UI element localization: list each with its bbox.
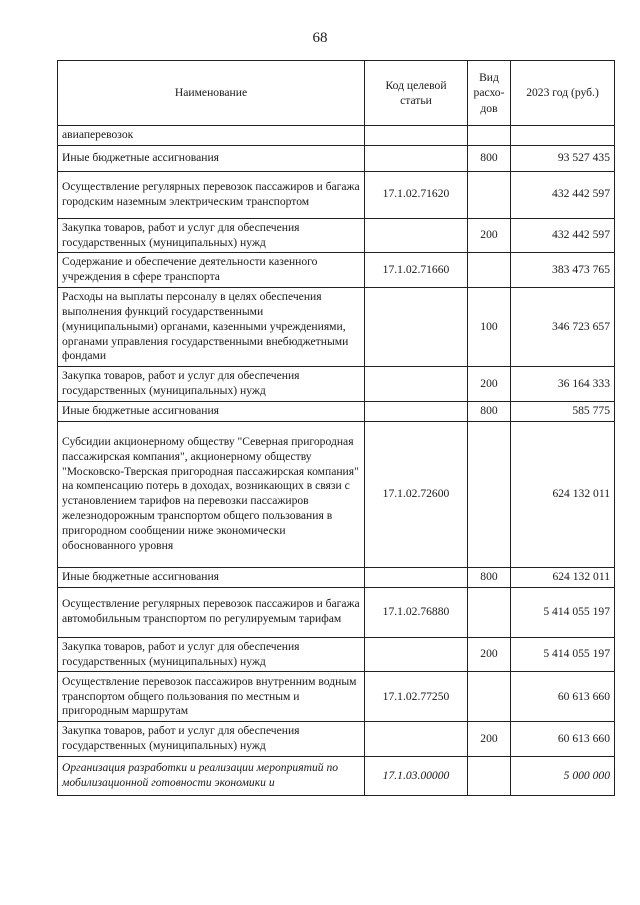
row-amount: 624 132 011 [511,567,615,587]
table-row [58,288,615,367]
row-expense-type: 200 [468,367,511,402]
row-name: Расходы на выплаты персоналу в целях обеспечения выполнения функций государственными (муниципальными) органами, казенными учреждениями, органами управления государственными внебюджетными фондами [58,288,365,367]
row-expense-type: 200 [468,722,511,757]
row-expense-type: 800 [468,145,511,171]
row-name: Организация разработки и реализации мероприятий по мобилизационной готовности экономики и [58,757,365,796]
row-code [365,126,468,146]
row-name: Иные бюджетные ассигнования [58,567,365,587]
table-row [58,145,615,171]
row-code [365,218,468,253]
row-name: Закупка товаров, работ и услуг для обеспечения государственных (муниципальных) нужд [58,637,365,672]
row-amount [511,126,615,146]
row-expense-type [468,253,511,288]
table-row [58,171,615,218]
row-expense-type [468,421,511,567]
row-name: Закупка товаров, работ и услуг для обеспечения государственных (муниципальных) нужд [58,218,365,253]
row-expense-type [468,587,511,637]
row-amount: 93 527 435 [511,145,615,171]
row-expense-type: 800 [468,567,511,587]
row-expense-type [468,672,511,722]
row-code: 17.1.02.71660 [365,253,468,288]
table-header-row [58,61,615,126]
row-name: Закупка товаров, работ и услуг для обеспечения государственных (муниципальных) нужд [58,722,365,757]
table-row [58,367,615,402]
row-amount: 60 613 660 [511,672,615,722]
row-code [365,367,468,402]
row-name: Осуществление регулярных перевозок пассажиров и багажа городским наземным электрическим транспортом [58,171,365,218]
row-code: 17.1.03.00000 [365,757,468,796]
table-row [58,126,615,146]
row-name: авиаперевозок [58,126,365,146]
row-amount: 585 775 [511,401,615,421]
row-name: Осуществление регулярных перевозок пассажиров и багажа автомобильным транспортом по регулируемым тарифам [58,587,365,637]
table-row [58,567,615,587]
row-name: Закупка товаров, работ и услуг для обеспечения государственных (муниципальных) нужд [58,367,365,402]
table-row [58,218,615,253]
row-amount: 432 442 597 [511,218,615,253]
table-row [58,253,615,288]
budget-table [57,60,615,796]
row-code [365,637,468,672]
row-name: Иные бюджетные ассигнования [58,145,365,171]
row-expense-type [468,126,511,146]
table-body [58,126,615,796]
table-row [58,401,615,421]
table-row [58,722,615,757]
row-amount: 5 000 000 [511,757,615,796]
row-code: 17.1.02.72600 [365,421,468,567]
row-expense-type: 100 [468,288,511,367]
header-code: Код целевой статьи [365,61,468,126]
row-code: 17.1.02.76880 [365,587,468,637]
table-row [58,421,615,567]
row-name: Осуществление перевозок пассажиров внутренним водным транспортом общего пользования по местным и пригородным маршрутам [58,672,365,722]
row-expense-type [468,171,511,218]
row-amount: 36 164 333 [511,367,615,402]
row-amount: 383 473 765 [511,253,615,288]
table-row [58,637,615,672]
row-expense-type: 200 [468,218,511,253]
row-amount: 432 442 597 [511,171,615,218]
header-name: Наименование [58,61,365,126]
row-code [365,401,468,421]
header-type: Вид расхо-дов [468,61,511,126]
table-row [58,757,615,796]
row-code [365,288,468,367]
row-code [365,567,468,587]
row-name: Содержание и обеспечение деятельности казенного учреждения в сфере транспорта [58,253,365,288]
row-name: Субсидии акционерному обществу "Северная пригородная пассажирская компания", акционерному обществу "Московско-Тверская пригородная пассажирская компания" на компенсацию потерь в доходах, возникающих в связи с установлением тарифов на перевозки пассажиров железнодорожным транспортом общего пользования в пригородном сообщении ниже экономически обоснованного уровня [58,421,365,567]
row-name: Иные бюджетные ассигнования [58,401,365,421]
row-amount: 5 414 055 197 [511,587,615,637]
table-row [58,672,615,722]
row-expense-type: 800 [468,401,511,421]
row-amount: 346 723 657 [511,288,615,367]
row-amount: 60 613 660 [511,722,615,757]
row-amount: 5 414 055 197 [511,637,615,672]
row-code: 17.1.02.71620 [365,171,468,218]
row-expense-type [468,757,511,796]
page-number: 68 [312,30,328,46]
header-amount: 2023 год (руб.) [511,61,615,126]
table-row [58,587,615,637]
row-code [365,722,468,757]
row-code [365,145,468,171]
row-amount: 624 132 011 [511,421,615,567]
row-code: 17.1.02.77250 [365,672,468,722]
row-expense-type: 200 [468,637,511,672]
